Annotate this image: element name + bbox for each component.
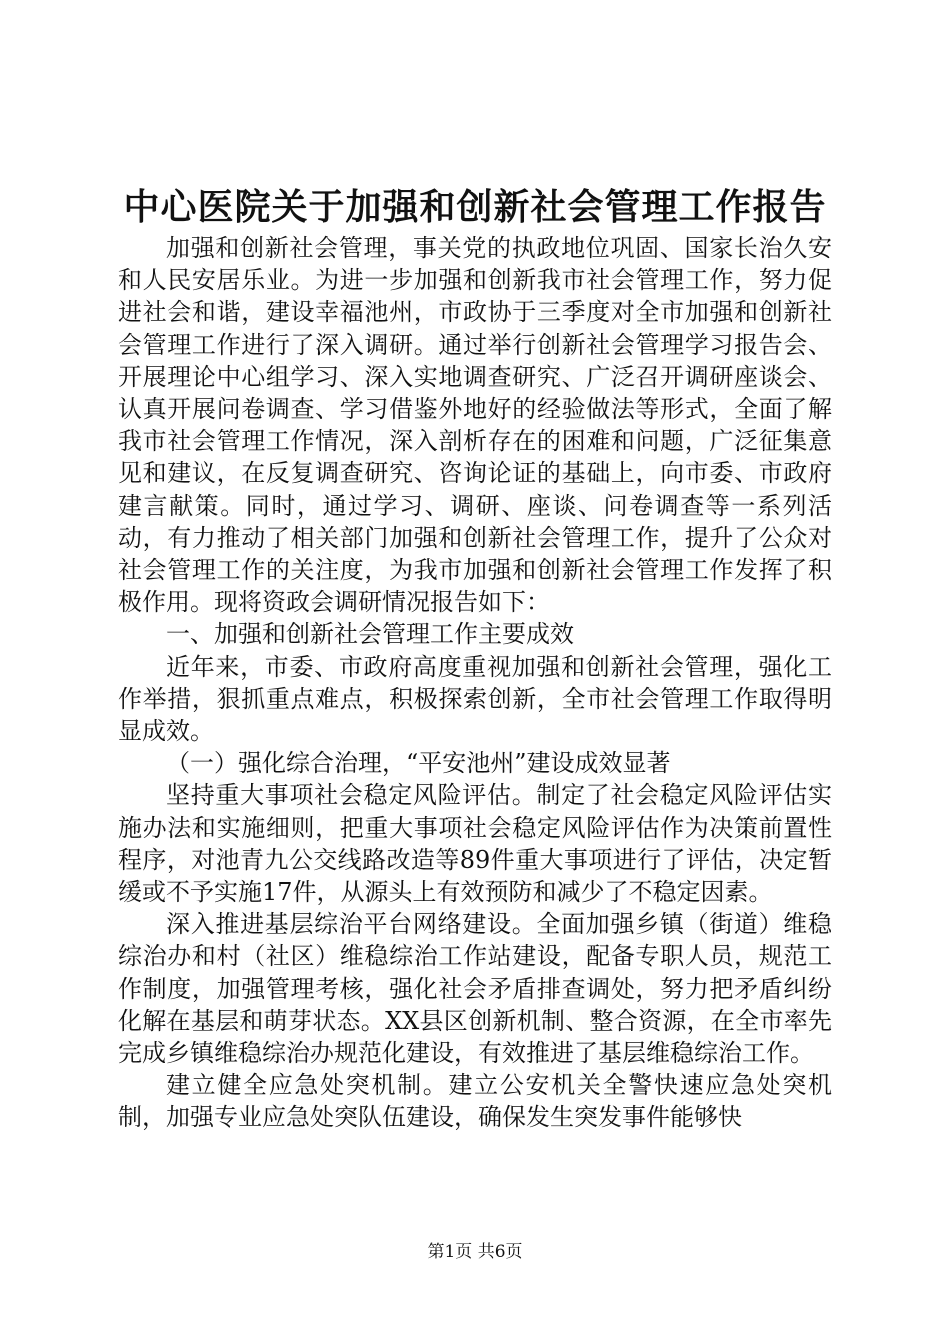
paragraph-risk-assessment: 坚持重大事项社会稳定风险评估。制定了社会稳定风险评估实施办法和实施细则，把重大事项社会稳定风险评估作为决策前置性程序，对池青九公交线路改造等89件重大事项进行了评估，决定暂缓或不予实施17件，从源头上有效预防和减少了不稳定因素。 xyxy=(118,781,832,907)
paragraph-grassroots-platform: 深入推进基层综治平台网络建设。全面加强乡镇（街道）维稳综治办和村（社区）维稳综治工作站建设，配备专职人员，规范工作制度，加强管理考核，强化社会矛盾排查调处，努力把矛盾纠纷化解在基层和萌芽状态。XX县区创新机制、整合资源，在全市率先完成乡镇维稳综治办规范化建设，有效推进了基层维稳综治工作。 xyxy=(118,910,832,1068)
document-body xyxy=(118,232,832,1134)
subsection-heading-governance: （一）强化综合治理，“平安池州”建设成效显著 xyxy=(166,749,671,778)
paragraph-emergency-mechanism: 建立健全应急处突机制。建立公安机关全警快速应急处突机制，加强专业应急处突队伍建设，确保发生突发事件能够快 xyxy=(118,1071,832,1132)
paragraph-overview: 近年来，市委、市政府高度重视加强和创新社会管理，强化工作举措，狠抓重点难点，积极探索创新，全市社会管理工作取得明显成效。 xyxy=(118,652,832,746)
section-heading-achievements: 一、加强和创新社会管理工作主要成效 xyxy=(166,620,574,649)
paragraph-intro: 加强和创新社会管理，事关党的执政地位巩固、国家长治久安和人民安居乐业。为进一步加强和创新我市社会管理工作，努力促进社会和谐，建设幸福池州，市政协于三季度对全市加强和创新社会管理工作进行了深入调研。通过举行创新社会管理学习报告会、开展理论中心组学习、深入实地调查研究、广泛召开调研座谈会、认真开展问卷调查、学习借鉴外地好的经验做法等形式，全面了解我市社会管理工作情况，深入剖析存在的困难和问题，广泛征集意见和建议，在反复调查研究、咨询论证的基础上，向市委、市政府建言献策。同时，通过学习、调研、座谈、问卷调查等一系列活动，有力推动了相关部门加强和创新社会管理工作，提升了公众对社会管理工作的关注度，为我市加强和创新社会管理工作发挥了积极作用。现将资政会调研情况报告如下： xyxy=(118,234,832,617)
page-number: 第1页 共6页 xyxy=(427,1242,523,1262)
document-title: 中心医院关于加强和创新社会管理工作报告 xyxy=(123,187,827,228)
